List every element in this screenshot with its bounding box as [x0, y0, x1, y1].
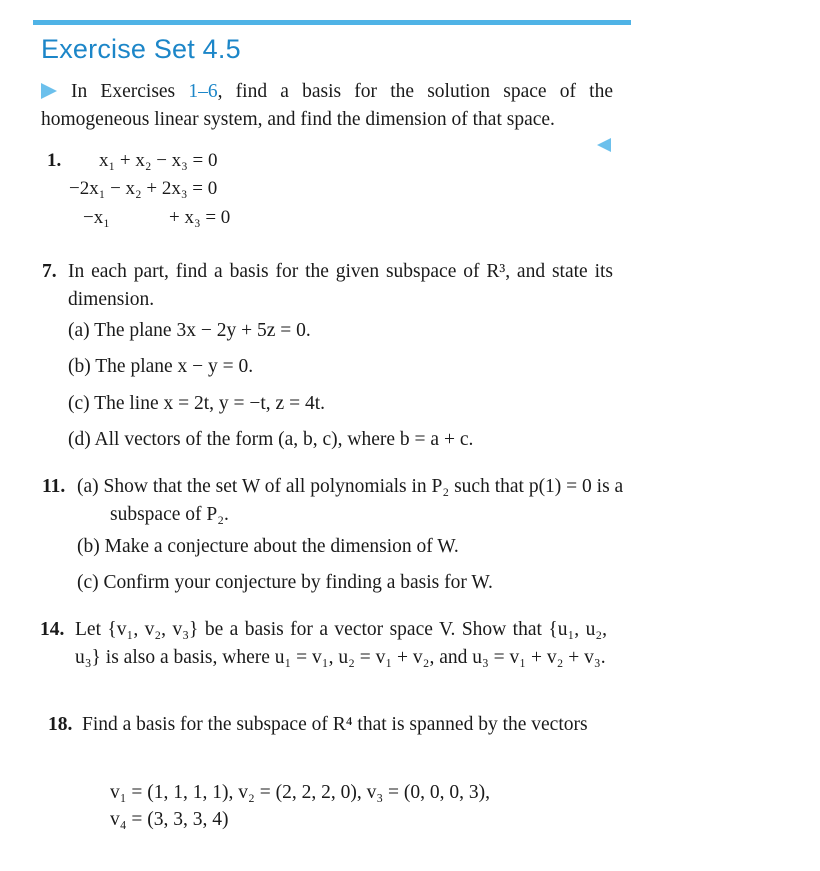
equation-row-1: x₁ + x₂ − x₃ = 0 — [99, 150, 218, 171]
exercise-11-number: 11. — [42, 476, 66, 497]
equation-row-2: −2x₁ − x₂ + 2x₃ = 0 — [69, 178, 218, 199]
equation-row-3-left: −x₁ — [83, 207, 110, 228]
exercise-7-part-c: (c) The line x = 2t, y = −t, z = 4t. — [68, 393, 325, 414]
exercise-14-number: 14. — [40, 619, 65, 640]
exercise-intro — [41, 78, 613, 134]
intro-text-before: In Exercises — [71, 81, 189, 102]
vectors-line-2: v₄ = (3, 3, 3, 4) — [110, 809, 229, 830]
header-rule — [33, 20, 631, 25]
vectors-line-1: v₁ = (1, 1, 1, 1), v₂ = (2, 2, 2, 0), v₃ = (0, 0, 0, 3), — [110, 782, 490, 803]
triangle-right-icon — [41, 83, 57, 99]
exercise-11-part-c: (c) Confirm your conjecture by finding a basis for W. — [77, 572, 493, 593]
exercise-11-part-b: (b) Make a conjecture about the dimension of W. — [77, 536, 459, 557]
exercise-7-part-d: (d) All vectors of the form (a, b, c), where b = a + c. — [68, 429, 474, 450]
exercise-number: 1. — [47, 150, 62, 171]
triangle-left-icon — [597, 138, 611, 152]
equation-row-3-right: + x₃ = 0 — [169, 207, 231, 228]
exercise-7-part-b: (b) The plane x − y = 0. — [68, 356, 254, 377]
exercise-18-number: 18. — [48, 714, 73, 735]
exercise-18-text: Find a basis for the subspace of R⁴ that is spanned by the vectors — [82, 714, 588, 735]
exercise-range-link[interactable]: 1–6 — [188, 81, 218, 102]
exercise-7-part-a: (a) The plane 3x − 2y + 5z = 0. — [68, 320, 311, 341]
exercise-7-stem: In each part, find a basis for the given subspace of R³, and state its dimension. — [68, 261, 613, 310]
exercise-11-part-a: (a) Show that the set W of all polynomials in P₂ such that p(1) = 0 is a subspace of P₂. — [77, 476, 624, 525]
exercise-14-text: Let {v₁, v₂, v₃} be a basis for a vector space V. Show that {u₁, u₂, u₃} is also a basis, where u₁ = v₁, u₂ = v₁ + v₂, and u₃ = v₁ + v₂ + v₃. — [75, 619, 607, 668]
section-title: Exercise Set 4.5 — [41, 34, 241, 64]
intro-text-after: , find a basis for the solution space of the homogeneous linear system, and find the dimension of that space. — [41, 81, 613, 130]
